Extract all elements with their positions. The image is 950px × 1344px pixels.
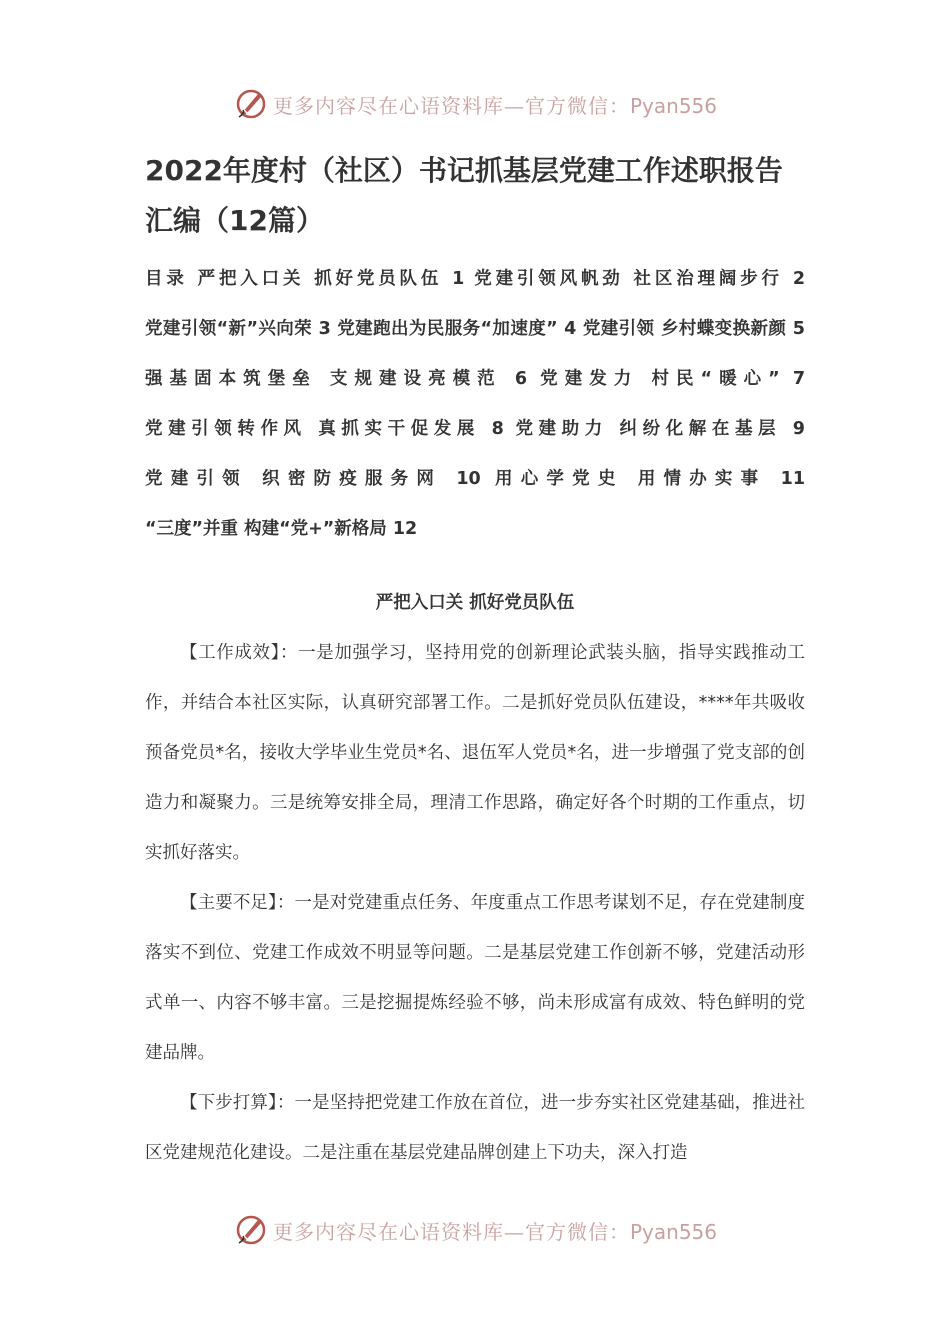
toc-entry: 党建引领风帆劲 社区治理阔步行 2 bbox=[474, 269, 805, 289]
toc-entry: 党建助力 纠纷化解在基层 9 bbox=[515, 419, 805, 439]
toc-entry: 党建引领 乡村蝶变换新颜 5 bbox=[582, 319, 805, 339]
toc-entry: 党建发力 村民“暖心” 7 bbox=[540, 369, 805, 389]
wechat-id: Pyan556 bbox=[629, 1219, 717, 1244]
banner-text: 更多内容尽在心语资料库—官方微信：Pyan556 bbox=[272, 93, 717, 118]
toc-entry: 党建跑出为民服务“加速度” 4 bbox=[337, 319, 577, 339]
document-title: 2022年度村（社区）书记抓基层党建工作述职报告汇编（12篇） bbox=[145, 154, 783, 237]
toc-entry: 用心学党史 用情办实事 11 bbox=[495, 469, 805, 489]
toc-entry: 党建引领转作风 真抓实干促发展 8 bbox=[145, 419, 504, 439]
wechat-id: Pyan556 bbox=[629, 93, 717, 118]
quill-pen-logo-icon bbox=[233, 1212, 269, 1248]
section-heading: 严把入口关 抓好党员队伍 bbox=[375, 593, 575, 613]
paragraph-work-results: 【工作成效】：一是加强学习，坚持用党的创新理论武装头脑，指导实践推动工作，并结合本社区实际，认真研究部署工作。二是抓好党员队伍建设，****年共吸收预备党员*名，接收大学毕业生党员*名、退伍军人党员*名，进一步增强了党支部的创造力和凝聚力。三是统筹安排全局，理清工作思路，确定好各个时期的工作重点，切实抓好落实。 bbox=[145, 643, 805, 863]
paragraph-main-shortcomings: 【主要不足】：一是对党建重点任务、年度重点工作思考谋划不足，存在党建制度落实不到位、党建工作成效不明显等问题。二是基层党建工作创新不够，党建活动形式单一、内容不够丰富。三是挖掘提炼经验不够，尚未形成富有成效、特色鲜明的党建品牌。 bbox=[145, 893, 805, 1063]
toc-entry: 党建引领“新”兴向荣 3 bbox=[145, 319, 331, 339]
toc-entry: 党建引领 织密防疫服务网 10 bbox=[145, 469, 481, 489]
header-banner bbox=[0, 84, 950, 124]
document-body bbox=[145, 146, 805, 1178]
footer-banner bbox=[0, 1210, 950, 1250]
paragraph-next-steps: 【下步打算】：一是坚持把党建工作放在首位，进一步夯实社区党建基础，推进社区党建规范化建设。二是注重在基层党建品牌创建上下功夫，深入打造 bbox=[145, 1093, 805, 1163]
banner-text: 更多内容尽在心语资料库—官方微信：Pyan556 bbox=[272, 1219, 717, 1244]
toc-label: 目录 bbox=[145, 269, 188, 289]
toc-entry: 严把入口关 抓好党员队伍 1 bbox=[197, 269, 465, 289]
quill-pen-logo-icon bbox=[233, 86, 269, 122]
toc-entry: 强基固本筑堡垒 支规建设亮模范 6 bbox=[145, 369, 528, 389]
table-of-contents bbox=[145, 254, 805, 554]
toc-entry: “三度”并重 构建“党+”新格局 12 bbox=[145, 519, 418, 539]
